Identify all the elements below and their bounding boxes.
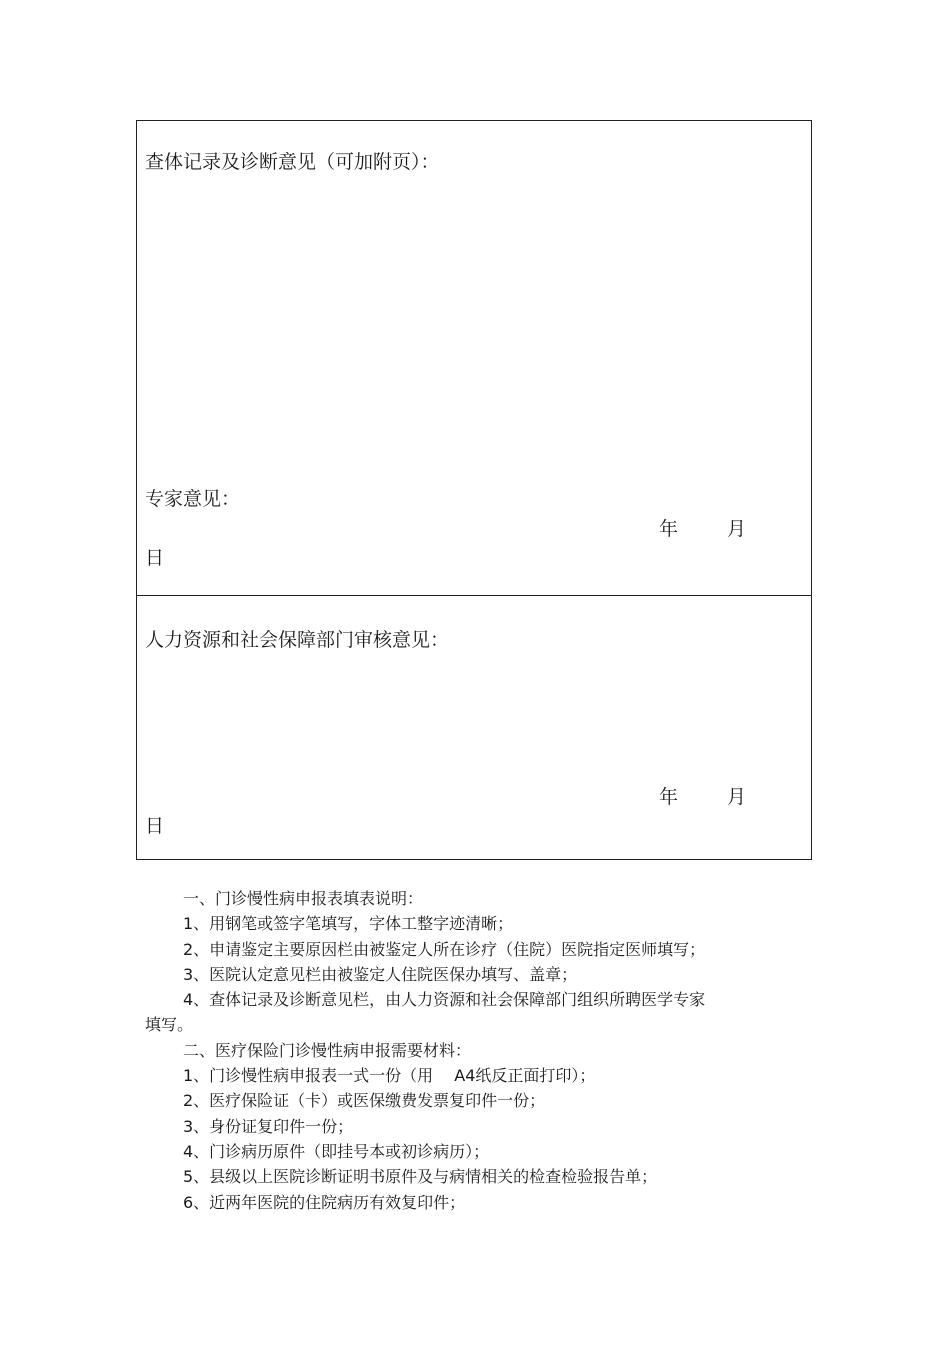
instructions <box>145 886 785 1215</box>
hr-review-label: 人力资源和社会保障部门审核意见： <box>145 629 450 651</box>
review-date-month-label: 月 <box>727 786 747 808</box>
date-day-label: 日 <box>145 547 165 569</box>
instruction-item-continued: 填写。 <box>145 1015 194 1035</box>
instruction-item: 1、用钢笔或签字笔填写，字体工整字迹清晰； <box>183 914 514 934</box>
instruction-item: 3、医院认定意见栏由被鉴定人住院医保办填写、盖章； <box>183 964 578 984</box>
review-date-day-label: 日 <box>145 815 165 837</box>
material-item: 5、县级以上医院诊断证明书原件及与病情相关的检查检验报告单； <box>183 1167 658 1187</box>
material-item: 3、身份证复印件一份； <box>183 1116 354 1136</box>
form-table <box>136 120 812 860</box>
material-item: 2、医疗保险证（卡）或医保缴费发票复印件一份； <box>183 1091 546 1111</box>
hr-review-section <box>137 596 811 859</box>
exam-diagnosis-label: 查体记录及诊断意见（可加附页）： <box>145 151 440 173</box>
exam-diagnosis-section <box>137 121 811 596</box>
instruction-item: 4、查体记录及诊断意见栏，由人力资源和社会保障部门组织所聘医学专家 <box>183 990 706 1010</box>
expert-opinion-label: 专家意见： <box>145 488 241 510</box>
material-item: 6、近两年医院的住院病历有效复印件； <box>183 1192 466 1212</box>
material-item: 1、门诊慢性病申报表一式一份（用 A4纸反正面打印）； <box>183 1066 596 1086</box>
date-month-label: 月 <box>727 518 747 540</box>
date-year-label: 年 <box>659 518 679 540</box>
instruction-item: 2、申请鉴定主要原因栏由被鉴定人所在诊疗（住院）医院指定医师填写； <box>183 939 706 959</box>
material-item: 4、门诊病历原件（即挂号本或初诊病历）； <box>183 1141 490 1161</box>
instructions-heading-1: 一、门诊慢性病申报表填表说明： <box>183 889 424 908</box>
review-date-year-label: 年 <box>659 786 679 808</box>
instructions-heading-2: 二、医疗保险门诊慢性病申报需要材料： <box>183 1040 472 1060</box>
